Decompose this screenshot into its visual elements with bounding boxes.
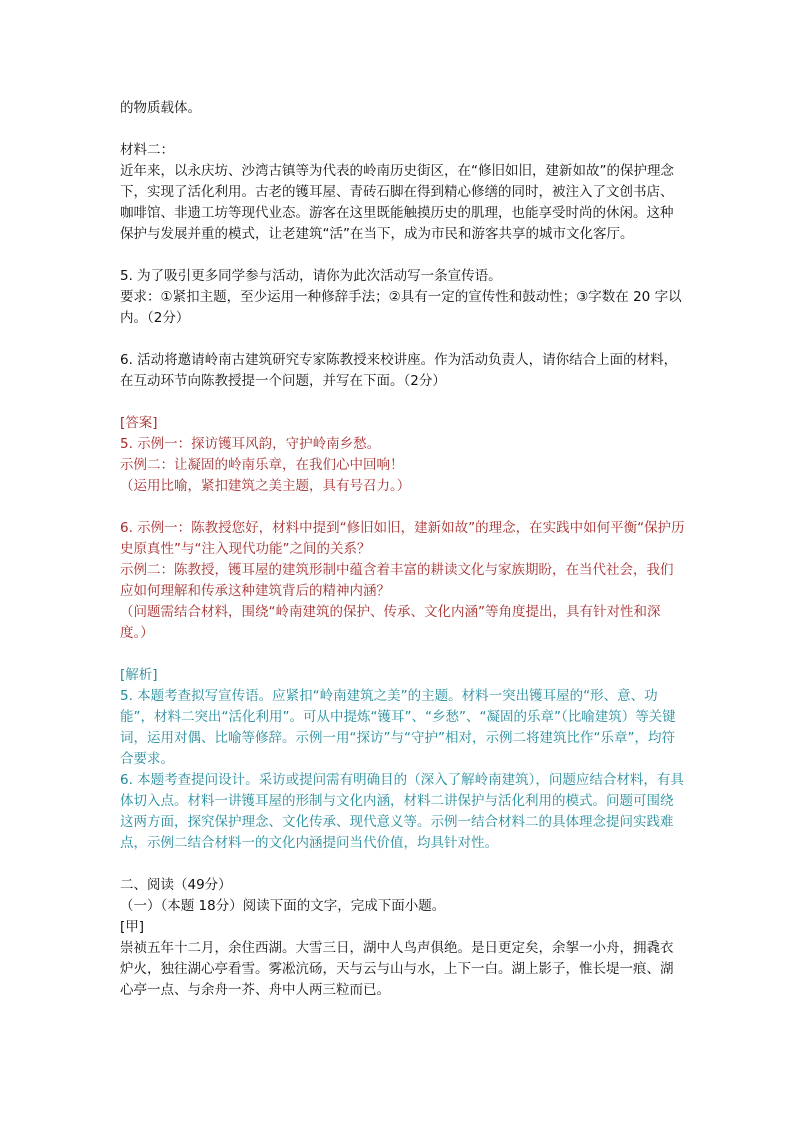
document-page (120, 98, 686, 1001)
material2-body: 近年来，以永庆坊、沙湾古镇等为代表的岭南历史街区，在“修旧如旧，建新如故”的保护理念下，实现了活化利用。古老的镬耳屋、青砖石脚在得到精心修缮的同时，被注入了文创书店、咖啡馆、非遗工坊等现代业态。游客在这里既能触摸历史的肌理，也能享受时尚的休闲。这种保护与发展并重的模式，让老建筑“活”在当下，成为市民和游客共享的城市文化客厅。 (120, 163, 674, 242)
answer5-note: （运用比喻，紧扣建筑之美主题，具有号召力。） (120, 478, 411, 494)
passage-text: 崇祯五年十二月，余住西湖。大雪三日，湖中人鸟声俱绝。是日更定矣，余挐一小舟，拥毳衣炉火，独往湖心亭看雪。雾凇沆砀，天与云与山与水，上下一白。湖上影子，惟长堤一痕、湖心亭一点、与余舟一芥、舟中人两三粒而已。 (120, 940, 674, 998)
q5-prompt: 5. 为了吸引更多同学参与活动，请你为此次活动写一条宣传语。 (120, 268, 502, 284)
answer6-note: （问题需结合材料，围绕“岭南建筑的保护、传承、文化内涵”等角度提出，具有针对性和深度。） (120, 604, 661, 641)
answer6-example2: 示例二：陈教授，镬耳屋的建筑形制中蕴含着丰富的耕读文化与家族期盼，在当代社会，我们应如何理解和传承这种建筑背后的精神内涵？ (120, 562, 674, 599)
intro-line: 的物质载体。 (120, 100, 201, 116)
analysis-label: [解析] (120, 667, 158, 683)
answer-label: [答案] (120, 415, 158, 431)
answer5-example1: 5. 示例一：探访镬耳风韵，守护岭南乡愁。 (120, 436, 381, 452)
material2-title: 材料二： (120, 142, 174, 158)
passage-label-jia: [甲] (120, 919, 145, 935)
analysis5: 5. 本题考查拟写宣传语。应紧扣“岭南建筑之美”的主题。材料一突出镬耳屋的“形、意、功能”，材料二突出“活化利用”。可从中提炼“镬耳”、“乡愁”、“凝固的乐章”（比喻建筑）等关键词，运用对偶、比喻等修辞。示例一用“探访”与“守护”相对，示例二将建筑比作“乐章”，均符合要求。 (120, 688, 676, 767)
section2-sub: （一）（本题 18分）阅读下面的文字，完成下面小题。 (120, 898, 446, 914)
answer5-example2: 示例二：让凝固的岭南乐章，在我们心中回响！ (120, 457, 404, 473)
q5-requirement: 要求：①紧扣主题，至少运用一种修辞手法；②具有一定的宣传性和鼓动性；③字数在 20 字以内。（2分） (120, 289, 682, 326)
answer6-example1: 6. 示例一：陈教授您好，材料中提到“修旧如旧，建新如故”的理念，在实践中如何平衡“保护历史原真性”与“注入现代功能”之间的关系？ (120, 520, 685, 557)
section2-title: 二、阅读（49分） (120, 877, 232, 893)
analysis6: 6. 本题考查提问设计。采访或提问需有明确目的（深入了解岭南建筑），问题应结合材料，有具体切入点。材料一讲镬耳屋的形制与文化内涵，材料二讲保护与活化利用的模式。问题可围绕这两方面，探究保护理念、文化传承、现代意义等。示例一结合材料二的具体理念提问实践难点，示例二结合材料一的文化内涵提问当代价值，均具针对性。 (120, 772, 684, 851)
q6-prompt: 6. 活动将邀请岭南古建筑研究专家陈教授来校讲座。作为活动负责人，请你结合上面的材料，在互动环节向陈教授提一个问题，并写在下面。（2分） (120, 352, 678, 389)
